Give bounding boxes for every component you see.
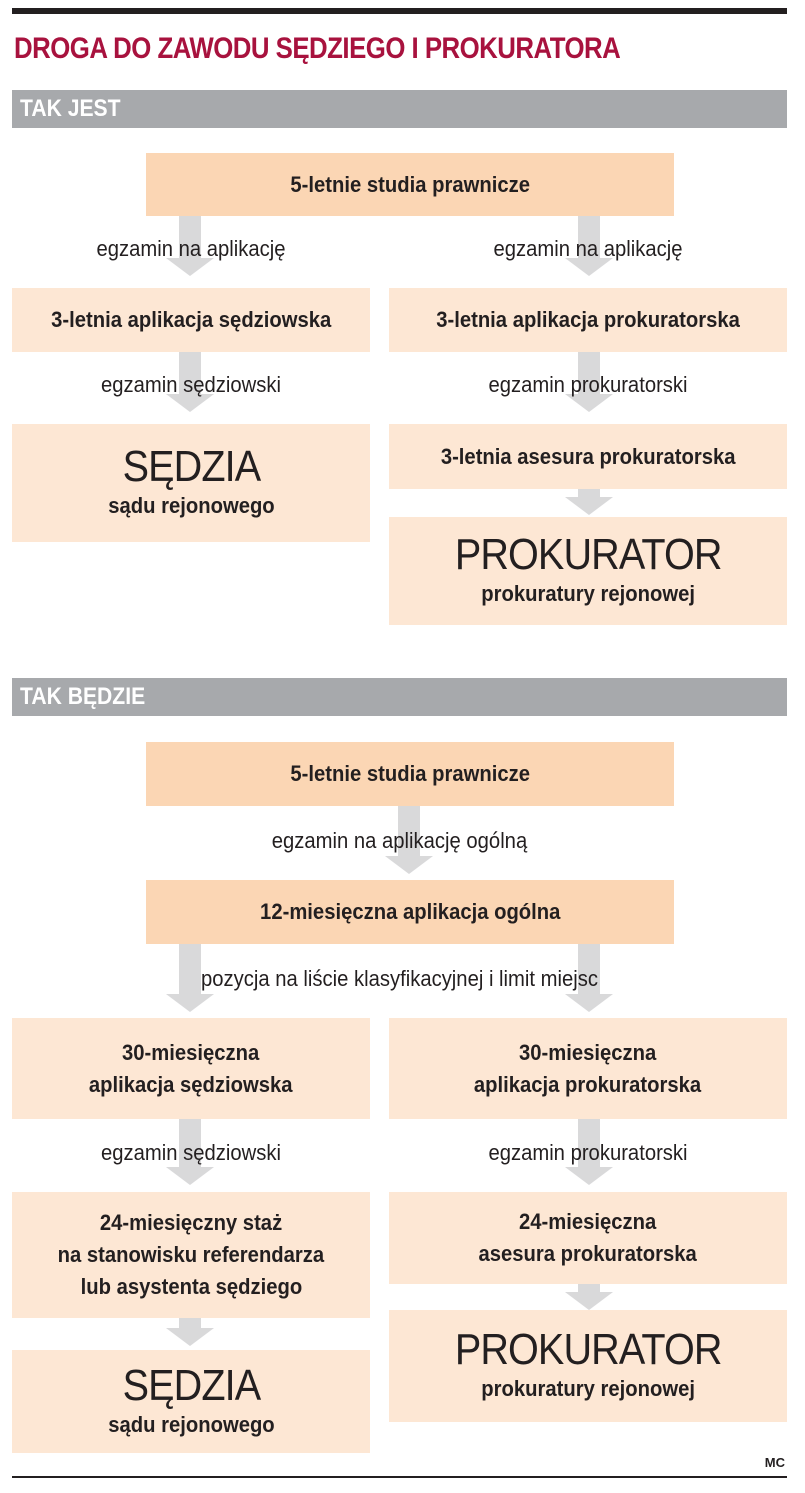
label-egzamin-ogolna: egzamin na aplikację ogólną: [271, 828, 528, 853]
box-studia-future-label: 5-letnie studia prawnicze: [290, 761, 530, 786]
box-staz-line2: na stanowisku referendarza: [57, 1242, 325, 1267]
box-aplikacja-sedziowska-future-line2: aplikacja sędziowska: [89, 1071, 293, 1097]
page-title: DROGA DO ZAWODU SĘDZIEGO I PROKURATORA: [14, 32, 621, 65]
credit: MC: [764, 1455, 785, 1470]
box-prokurator-future: [389, 1310, 787, 1422]
arrow-down-icon: [166, 994, 214, 1012]
label-egzamin-aplikacja-left: egzamin na aplikację: [96, 236, 286, 261]
box-staz-line1: 24-miesięczny staż: [99, 1210, 283, 1235]
box-aplikacja-prokuratorska: [389, 288, 787, 352]
arrow-down-icon: [166, 1167, 214, 1185]
box-staz: [12, 1192, 370, 1318]
box-asesura-future: [389, 1192, 787, 1284]
box-aplikacja-sedziowska-label: 3-letnia aplikacja sędziowska: [50, 307, 332, 332]
section-header-now: [12, 90, 787, 128]
box-aplikacja-sedziowska-future-line1: 30-miesięczna: [122, 1039, 260, 1065]
box-prokurator-future-sub: prokuratury rejonowej: [481, 1376, 695, 1401]
arrow-down-icon: [565, 994, 613, 1012]
box-sedzia-now: [12, 424, 370, 542]
label-egzamin-sedziowski: egzamin sędziowski: [100, 372, 281, 397]
label-pozycja: pozycja na liście klasyfikacyjnej i limit miejsc: [200, 966, 599, 991]
arrow-down-icon: [385, 856, 433, 874]
label-egzamin-prokuratorski-future: egzamin prokuratorski: [488, 1140, 688, 1165]
top-rule: [12, 8, 787, 14]
box-asesura-future-line1: 24-miesięczna: [519, 1209, 657, 1234]
section-header-future: [12, 678, 787, 716]
box-sedzia-future-sub: sądu rejonowego: [107, 1411, 275, 1437]
box-prokurator-now-sub: prokuratury rejonowej: [481, 581, 695, 606]
box-studia-future: [146, 742, 674, 806]
arrow-down-icon: [565, 1167, 613, 1185]
arrow-down-icon: [565, 1292, 613, 1310]
arrow-down-icon: [166, 1328, 214, 1346]
box-sedzia-future: [12, 1350, 370, 1453]
box-prokurator-now: [389, 517, 787, 625]
box-studia-now: [146, 153, 674, 216]
box-prokurator-future-title: PROKURATOR: [454, 1325, 722, 1374]
box-sedzia-now-title: SĘDZIA: [122, 442, 260, 491]
label-egzamin-sedziowski-future: egzamin sędziowski: [100, 1140, 281, 1165]
section-header-now-label: TAK JEST: [20, 95, 121, 122]
box-sedzia-now-sub: sądu rejonowego: [107, 493, 275, 518]
label-egzamin-prokuratorski: egzamin prokuratorski: [488, 372, 688, 397]
box-staz-line3: lub asystenta sędziego: [80, 1274, 302, 1299]
label-egzamin-aplikacja-right: egzamin na aplikację: [493, 236, 683, 261]
box-aplikacja-prokuratorska-future: [389, 1018, 787, 1119]
box-aplikacja-prokuratorska-label: 3-letnia aplikacja prokuratorska: [436, 307, 740, 332]
box-aplikacja-sedziowska-future: [12, 1018, 370, 1119]
box-aplikacja-ogolna: [146, 880, 674, 944]
box-aplikacja-sedziowska: [12, 288, 370, 352]
box-asesura-now-label: 3-letnia asesura prokuratorska: [440, 443, 736, 469]
box-aplikacja-prokuratorska-future-line2: aplikacja prokuratorska: [474, 1071, 702, 1097]
box-studia-now-label: 5-letnie studia prawnicze: [290, 171, 530, 197]
box-asesura-future-line2: asesura prokuratorska: [478, 1241, 698, 1266]
box-sedzia-future-title: SĘDZIA: [122, 1360, 260, 1410]
bottom-rule: [12, 1476, 787, 1478]
arrow-down-icon: [565, 497, 613, 515]
box-aplikacja-ogolna-label: 12-miesięczna aplikacja ogólna: [259, 899, 561, 924]
box-aplikacja-prokuratorska-future-line1: 30-miesięczna: [519, 1039, 657, 1065]
box-prokurator-now-title: PROKURATOR: [454, 530, 722, 579]
section-header-future-label: TAK BĘDZIE: [20, 683, 146, 710]
box-asesura-now: [389, 424, 787, 489]
